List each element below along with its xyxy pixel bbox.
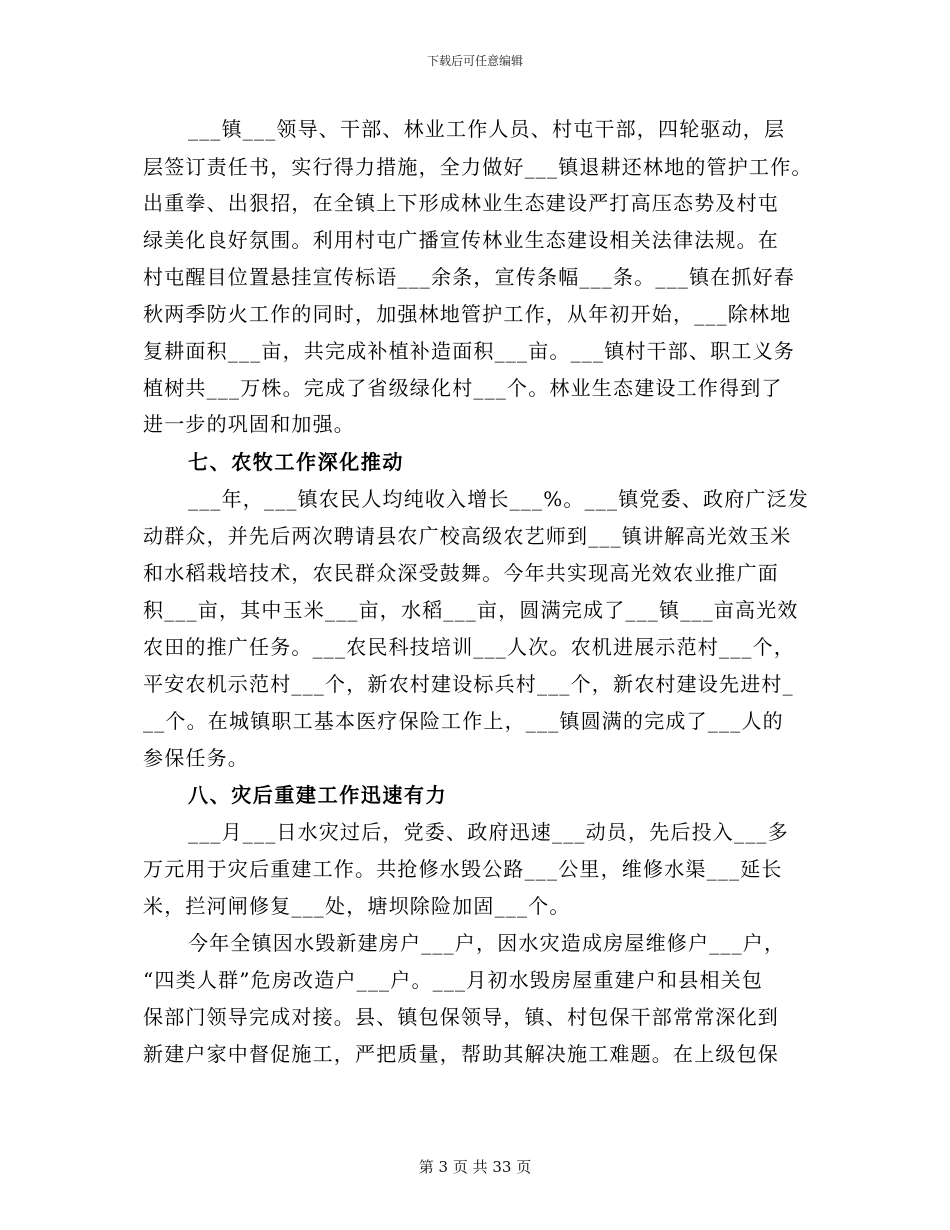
page-header-note: 下载后可任意编辑 <box>426 54 523 68</box>
body-line: 村屯醒目位置悬挂宣传标语___余条，宣传条幅___条。___镇在抓好春 <box>143 265 795 289</box>
body-line: 进一步的巩固和加强。 <box>143 412 355 436</box>
body-line: 农田的推广任务。___农民科技培训___人次。农机进展示范村___个， <box>143 635 795 659</box>
body-line: 植树共___万株。完成了省级绿化村___个。林业生态建设工作得到了 <box>143 376 783 400</box>
body-line: 平安农机示范村___个，新农村建设标兵村___个，新农村建设先进村_ <box>143 672 794 696</box>
section-heading-8: 八、灾后重建工作迅速有力 <box>188 783 448 807</box>
body-line: 保部门领导完成对接。县、镇包保领导，镇、村包保干部常常深化到 <box>143 1005 779 1029</box>
body-line: “四类人群”危房改造户___户。___月初水毁房屋重建户和县相关包 <box>143 968 764 992</box>
section-heading-7: 七、农牧工作深化推动 <box>188 450 404 474</box>
body-line: 复耕面积___亩，共完成补植补造面积___亩。___镇村干部、职工义务 <box>143 339 795 363</box>
body-line: 今年全镇因水毁新建房户___户，因水灾造成房屋维修户___户， <box>188 931 786 955</box>
body-line: 米，拦河闸修复___处，塘坝除险加固___个。 <box>143 894 571 918</box>
page-number: 第 3 页 共 33 页 <box>418 1158 532 1176</box>
body-line: 动群众，并先后两次聘请县农广校高级农艺师到___镇讲解高光效玉米 <box>143 524 792 548</box>
body-line: 万元用于灾后重建工作。共抢修水毁公路___公里，维修水渠___延长 <box>143 857 783 881</box>
body-line: 绿美化良好氛围。利用村屯广播宣传林业生态建设相关法律法规。在 <box>143 228 779 252</box>
body-line: 参保任务。 <box>143 746 249 770</box>
body-line: 秋两季防火工作的同时，加强林地管护工作，从年初开始，___除林地 <box>143 302 792 326</box>
body-line: __个。在城镇职工基本医疗保险工作上，___镇圆满的完成了___人的 <box>143 709 784 733</box>
body-line: 层签订责任书，实行得力措施，全力做好___镇退耕还林地的管护工作。 <box>143 155 813 179</box>
body-line: 出重拳、出狠招，在全镇上下形成林业生态建设严打高压态势及村屯 <box>143 191 779 215</box>
body-line: ___年，___镇农民人均纯收入增长___%。___镇党委、政府广泛发 <box>188 487 810 511</box>
body-line: 和水稻栽培技术，农民群众深受鼓舞。今年共实现高光效农业推广面 <box>143 561 779 585</box>
body-line: ___月___日水灾过后，党委、政府迅速___动员，先后投入___多 <box>188 820 789 844</box>
body-line: 新建户家中督促施工，严把质量，帮助其解决施工难题。在上级包保 <box>143 1042 779 1066</box>
body-line: ___镇___领导、干部、林业工作人员、村屯干部，四轮驱动，层 <box>188 117 786 141</box>
body-line: 积___亩，其中玉米___亩，水稻___亩，圆满完成了___镇___亩高光效 <box>143 598 799 622</box>
